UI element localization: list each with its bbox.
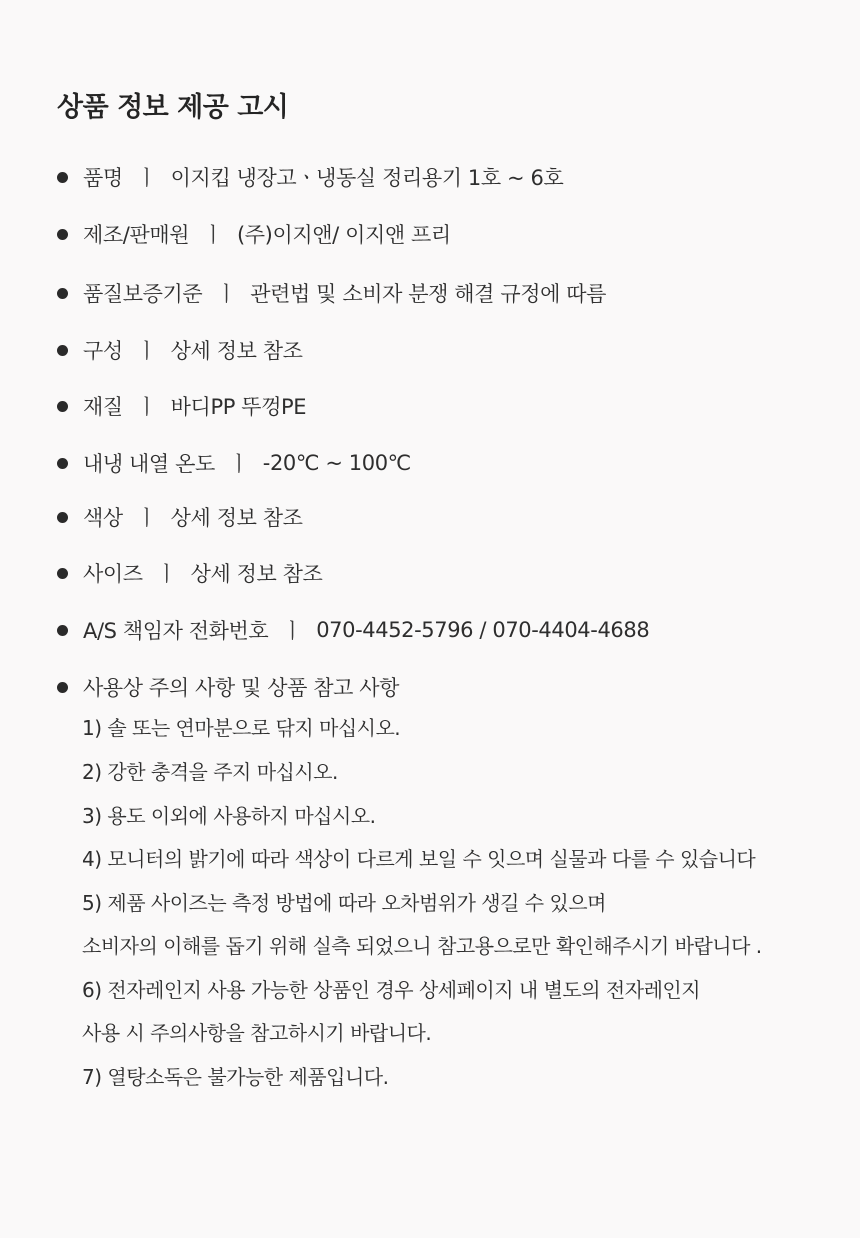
bullet-icon xyxy=(57,345,68,356)
info-row-size xyxy=(57,556,322,590)
info-row-composition xyxy=(57,333,303,367)
bullet-icon xyxy=(57,512,68,523)
bullet-icon xyxy=(57,288,68,299)
info-value: 상세 정보 참조 xyxy=(190,562,323,586)
info-value: 상세 정보 참조 xyxy=(170,339,303,363)
info-row-product-name xyxy=(57,160,563,194)
caution-heading xyxy=(57,670,399,704)
separator: ㅣ xyxy=(203,223,223,247)
bullet-icon xyxy=(57,172,68,183)
bullet-icon xyxy=(57,401,68,412)
caution-line: 5) 제품 사이즈는 측정 방법에 따라 오차범위가 생길 수 있으며 xyxy=(82,891,606,915)
info-label: 사이즈 xyxy=(83,562,143,586)
separator: ㅣ xyxy=(216,282,237,306)
info-value: 관련법 및 소비자 분쟁 해결 규정에 따름 xyxy=(250,282,607,306)
caution-line: 2) 강한 충격을 주지 마십시오. xyxy=(82,760,338,784)
info-row-warranty xyxy=(57,276,606,310)
bullet-icon xyxy=(57,625,68,636)
caution-line: 3) 용도 이외에 사용하지 마십시오. xyxy=(82,804,376,828)
bullet-icon xyxy=(57,229,68,240)
caution-line: 6) 전자레인지 사용 가능한 상품인 경우 상세페이지 내 별도의 전자레인지 xyxy=(82,978,701,1002)
bullet-icon xyxy=(57,458,68,469)
info-label: 내냉 내열 온도 xyxy=(83,452,215,476)
separator: ㅣ xyxy=(136,395,157,419)
info-label: 색상 xyxy=(83,506,123,530)
caution-line: 7) 열탕소독은 불가능한 제품입니다. xyxy=(82,1065,389,1089)
info-value: (주)이지앤/ 이지앤 프리 xyxy=(237,223,451,247)
info-value: 이지킵 냉장고ㆍ냉동실 정리용기 1호 ~ 6호 xyxy=(170,166,564,190)
caution-line: 사용 시 주의사항을 참고하시기 바랍니다. xyxy=(82,1021,432,1045)
info-label: 품명 xyxy=(83,166,123,190)
info-row-manufacturer xyxy=(57,217,451,251)
info-value: -20℃ ~ 100℃ xyxy=(262,451,411,475)
info-row-temperature xyxy=(57,446,411,480)
bullet-icon xyxy=(57,568,68,579)
info-row-material xyxy=(57,389,306,423)
info-label: 구성 xyxy=(83,339,123,363)
info-label: A/S 책임자 전화번호 xyxy=(83,619,269,643)
caution-line: 소비자의 이해를 돕기 위해 실측 되었으니 참고용으로만 확인해주시기 바랍니다 . xyxy=(82,934,762,958)
info-label: 재질 xyxy=(83,395,123,419)
info-value: 상세 정보 참조 xyxy=(170,506,303,530)
info-value: 바디PP 뚜껑PE xyxy=(170,395,307,419)
info-label: 제조/판매원 xyxy=(83,223,190,247)
separator: ㅣ xyxy=(156,562,177,586)
info-row-color xyxy=(57,500,303,534)
separator: ㅣ xyxy=(282,619,303,643)
bullet-icon xyxy=(57,682,68,693)
separator: ㅣ xyxy=(228,452,249,476)
caution-line: 4) 모니터의 밝기에 따라 색상이 다르게 보일 수 잇으며 실물과 다를 수 있습니다 xyxy=(82,847,756,871)
separator: ㅣ xyxy=(136,339,157,363)
caution-heading-text: 사용상 주의 사항 및 상품 참고 사항 xyxy=(83,676,400,700)
info-value: 070-4452-5796 / 070-4404-4688 xyxy=(316,618,650,642)
separator: ㅣ xyxy=(136,166,157,190)
caution-line: 1) 솔 또는 연마분으로 닦지 마십시오. xyxy=(82,716,401,740)
info-label: 품질보증기준 xyxy=(83,282,203,306)
page-title: 상품 정보 제공 고시 xyxy=(57,92,289,123)
info-row-as-phone xyxy=(57,613,649,647)
separator: ㅣ xyxy=(136,506,157,530)
